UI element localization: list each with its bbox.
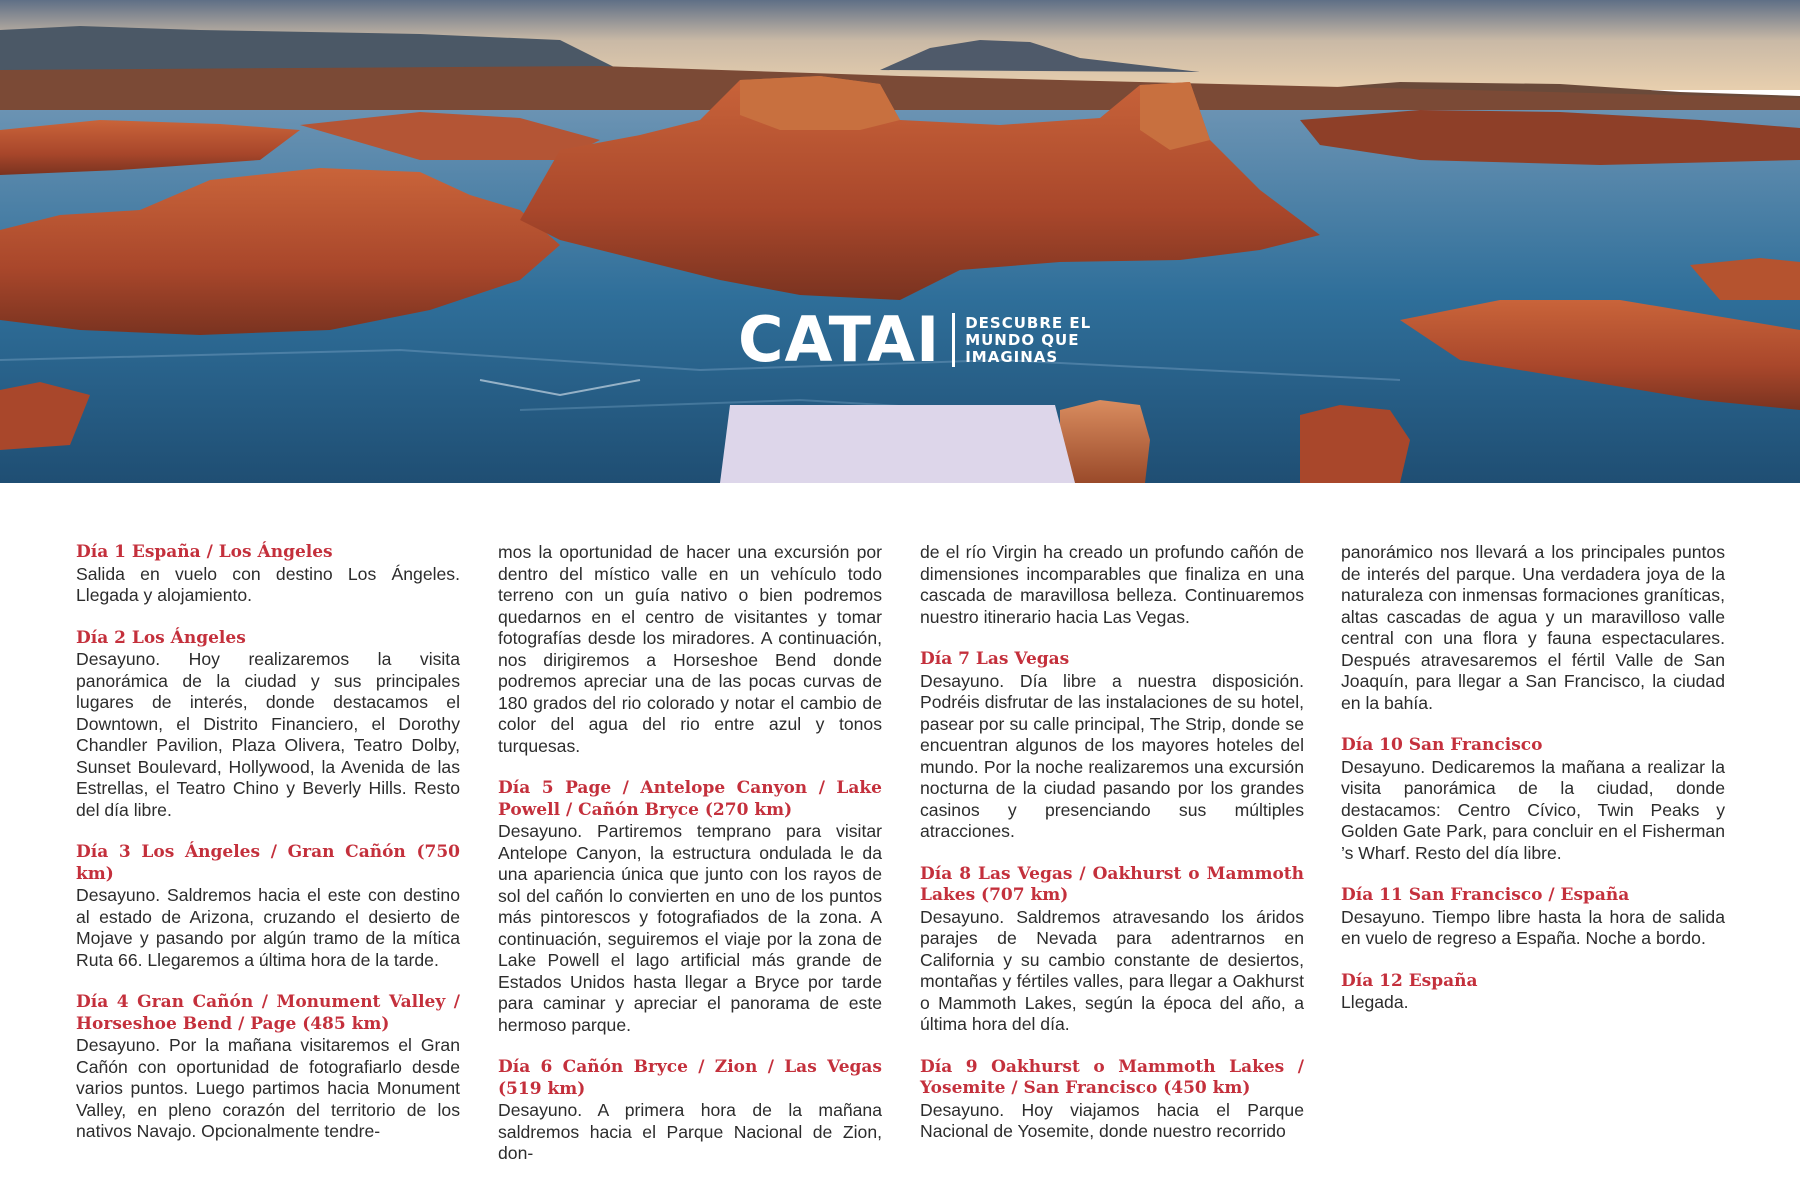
day-description: Desayuno. Saldremos hacia el este con destino al estado de Arizona, cruzando el desierto de Mojave y pasando por algún tramo de la mítica Ruta 66. Llegaremos a última hora de la tarde. [76,885,460,970]
itinerary-column-2 [498,542,882,1186]
tagline-line-2: MUNDO QUE [965,330,1080,349]
tagline-line-3: IMAGINAS [965,347,1059,366]
day-description: Desayuno. Día libre a nuestra disposición. Podréis disfrutar de las instalaciones de su hotel, pasear por su calle principal, The Strip, donde se encuentran algunos de los mayores hoteles del mundo. Por la noche realizaremos una excursión nocturna de la ciudad pasando por los grandes casinos y presenciando sus múltiples atracciones. [920,670,1304,841]
itinerary-day [76,992,460,1143]
day-title: Día 5 Page / Antelope Canyon / Lake Powell / Cañón Bryce (270 km) [498,778,882,820]
itinerary-day [76,542,460,607]
day-title: Día 9 Oakhurst o Mammoth Lakes / Yosemite / San Francisco (450 km) [920,1056,1304,1098]
itinerary-day [1341,735,1725,864]
day-description: Llegada. [1341,992,1409,1012]
tagline-line-1: DESCUBRE EL [965,313,1092,332]
brand-divider [952,313,955,367]
continuation-text: panorámico nos llevará a los principales puntos de interés del parque. Una verdadera joya de la naturaleza con inmensas formaciones graníticas, altas cascadas de agua y un maravilloso valle central con una flora y fauna espectaculares. Después atravesaremos el fértil Valle de San Joaquín, para llegar a San Francisco, la ciudad en la bahía. [1341,542,1725,713]
day-description: Desayuno. Tiempo libre hasta la hora de salida en vuelo de regreso a España. Noche a bordo. [1341,906,1725,948]
day-title: Día 7 Las Vegas [920,649,1070,669]
day-title: Día 2 Los Ángeles [76,627,246,648]
itinerary-column-4 [1341,542,1725,1035]
hero-image [0,0,1800,483]
day-title: Día 10 San Francisco [1341,735,1543,755]
day-description: Desayuno. Por la mañana visitaremos el Gran Cañón con oportunidad de fotografiarlo desde varios puntos. Luego partimos hacia Monument Valley, en pleno corazón del territorio de los nativos Navajo. Opcionalmente tendre- [76,1035,460,1141]
day-title: Día 12 España [1341,970,1478,991]
day-description: Desayuno. A primera hora de la mañana saldremos hacia el Parque Nacional de Zion, don- [498,1100,882,1163]
itinerary-day [920,649,1304,843]
lavender-tab [720,405,1075,483]
itinerary-day [920,864,1304,1036]
itinerary-day [498,1057,882,1165]
continuation-text: de el río Virgin ha creado un profundo cañón de dimensiones incomparables que finaliza en una cascada de maravillosa belleza. Continuaremos nuestro itinerario hacia Las Vegas. [920,542,1304,627]
day-description: Salida en vuelo con destino Los Ángeles. Llegada y alojamiento. [76,563,460,605]
itinerary-day [76,628,460,822]
day-title: Día 3 Los Ángeles / Gran Cañón (750 km) [76,842,460,884]
itinerary-day [76,842,460,971]
itinerary-day [498,778,882,1036]
day-description: Desayuno. Dedicaremos la mañana a realizar la visita panorámica de la ciudad, donde destacamos: Centro Cívico, Twin Peaks y Golden Gate Park, para concluir en el Fisherman ’s Wharf. Resto del día libre. [1341,756,1725,863]
continuation-text: mos la oportunidad de hacer una excursión por dentro del místico valle en un vehículo todo terreno con un guía nativo o bien podremos quedarnos en el centro de visitantes y tomar fotografías desde los miradores. A continuación, nos dirigiremos a Horseshoe Bend donde podremos apreciar una de las pocas curvas de 180 grados del rio colorado y notar el cambio de color del agua del rio entre azul y tonos turquesas. [498,542,882,756]
itinerary-column-1 [76,542,460,1164]
itinerary-day [1341,971,1725,1014]
day-description: Desayuno. Hoy viajamos hacia el Parque Nacional de Yosemite, donde nuestro recorrido [920,1099,1304,1141]
day-title: Día 6 Cañón Bryce / Zion / Las Vegas (519 km) [498,1057,882,1099]
itinerary-day [1341,885,1725,950]
brand-name: CATAI [738,303,941,376]
catai-logo [738,303,1092,376]
day-description: Desayuno. Partiremos temprano para visitar Antelope Canyon, la estructura ondulada le da una apariencia única que junto con los rayos de sol del cañón lo convierten en uno de los puntos más pintorescos y fotografiados de la zona. A continuación, seguiremos el viaje por la zona de Lake Powell el lago artificial más grande de Estados Unidos hasta llegar a Bryce por tarde para caminar y apreciar el panorama de este hermoso parque. [498,821,882,1035]
day-description: Desayuno. Hoy realizaremos la visita panorámica de la ciudad y sus principales lugares de interés, donde destacamos el Downtown, el Distrito Financiero, el Dorothy Chandler Pavilion, Plaza Olivera, Teatro Dolby, Sunset Boulevard, Hollywood, la Avenida de las Estrellas, el Teatro Chino y Beverly Hills. Resto del día libre. [76,649,460,820]
brand-tagline [965,315,1091,366]
day-title: Día 11 San Francisco / España [1341,885,1630,905]
itinerary-column-3 [920,542,1304,1164]
day-title: Día 1 España / Los Ángeles [76,542,333,562]
itinerary-day [920,1057,1304,1143]
day-title: Día 8 Las Vegas / Oakhurst o Mammoth Lakes (707 km) [920,863,1304,905]
day-title: Día 4 Gran Cañón / Monument Valley / Horseshoe Bend / Page (485 km) [76,992,460,1034]
day-description: Desayuno. Saldremos atravesando los áridos parajes de Nevada para adentrarnos en California y su cambio constante de desiertos, montañas y fértiles valles, para llegar a Oakhurst o Mammoth Lakes, según la época del año, a última hora del día. [920,906,1304,1034]
